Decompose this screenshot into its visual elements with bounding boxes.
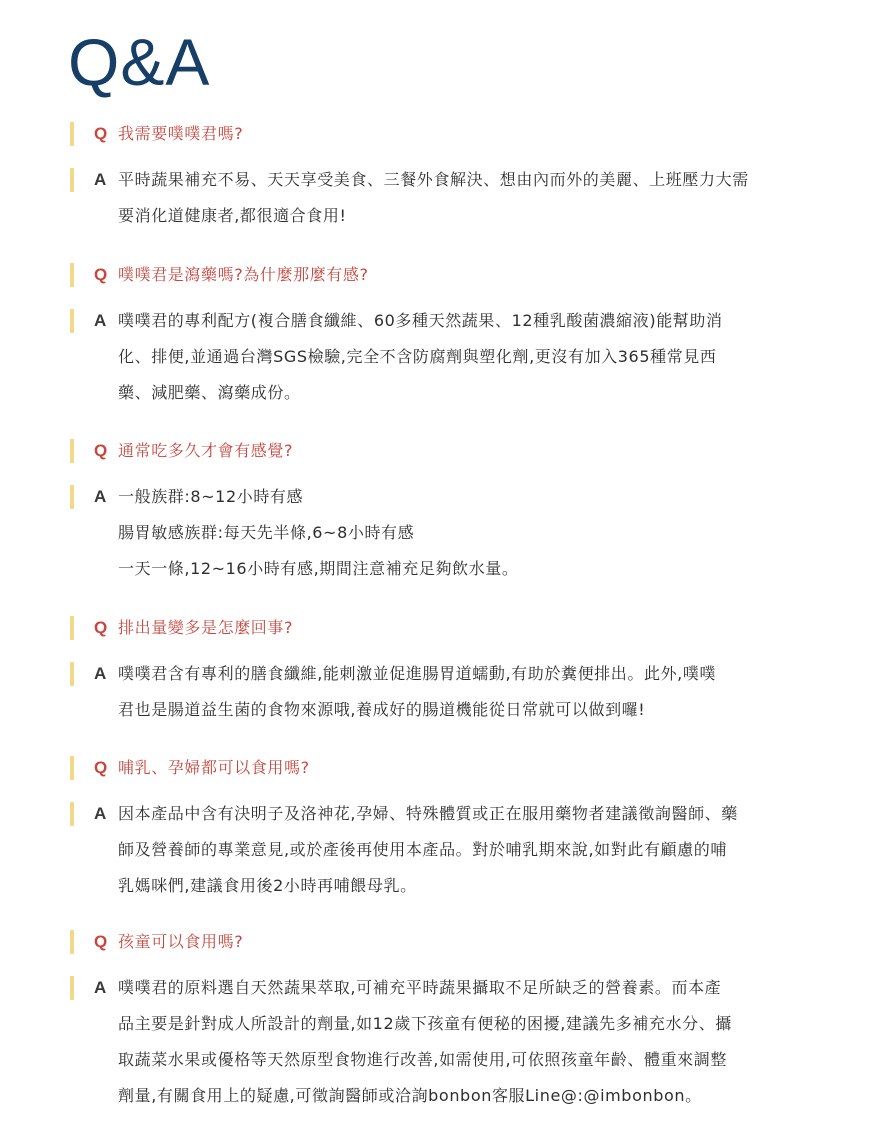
q-label: Q	[94, 441, 108, 460]
accent-bar	[70, 662, 74, 686]
answer-line: 要消化道健康者,都很適合食用!	[118, 206, 347, 225]
answer-row	[70, 479, 820, 587]
answer-line: 取蔬菜水果或優格等天然原型食物進行改善,如需使用,可依照孩童年齡、體重來調整	[118, 1050, 727, 1069]
question-text: 排出量變多是怎麼回事?	[118, 618, 294, 637]
accent-bar	[70, 168, 74, 192]
answer-line: 品主要是針對成人所設計的劑量,如12歲下孩童有便秘的困擾,建議先多補充水分、攝	[118, 1014, 732, 1033]
answer-row	[70, 796, 820, 904]
accent-bar	[70, 439, 74, 463]
q-label: Q	[94, 932, 108, 951]
question-row	[70, 754, 820, 782]
answer-row	[70, 162, 820, 234]
a-label: A	[94, 978, 107, 997]
question-row	[70, 437, 820, 465]
answer-line: 腸胃敏感族群:每天先半條,6~8小時有感	[118, 523, 415, 542]
question-row	[70, 928, 820, 956]
question-text: 我需要噗噗君嗎?	[118, 124, 244, 143]
answer-line: 噗噗君的原料選自天然蔬果萃取,可補充平時蔬果攝取不足所缺乏的營養素。而本產	[118, 978, 722, 997]
question-row	[70, 120, 820, 148]
qa-item	[70, 928, 820, 1114]
answer-row	[70, 970, 820, 1114]
q-label: Q	[94, 618, 108, 637]
qa-item	[70, 120, 820, 234]
q-label: Q	[94, 124, 108, 143]
q-label: Q	[94, 265, 108, 284]
a-label: A	[94, 170, 107, 189]
answer-line: 噗噗君的專利配方(複合膳食纖維、60多種天然蔬果、12種乳酸菌濃縮液)能幫助消	[118, 311, 723, 330]
question-text: 噗噗君是瀉藥嗎?為什麼那麼有感?	[118, 265, 369, 284]
accent-bar	[70, 485, 74, 509]
a-label: A	[94, 664, 107, 683]
a-label: A	[94, 311, 107, 330]
page-title: Q&A	[68, 25, 211, 99]
answer-line: 藥、減肥藥、瀉藥成份。	[118, 383, 301, 402]
answer-line: 噗噗君含有專利的膳食纖維,能刺激並促進腸胃道蠕動,有助於糞便排出。此外,噗噗	[118, 664, 717, 683]
answer-line: 因本產品中含有決明子及洛神花,孕婦、特殊體質或正在服用藥物者建議徵詢醫師、藥	[118, 804, 738, 823]
answer-line: 化、排便,並通過台灣SGS檢驗,完全不含防腐劑與塑化劑,更沒有加入365種常見西	[118, 347, 717, 366]
accent-bar	[70, 802, 74, 826]
qa-item	[70, 754, 820, 904]
q-label: Q	[94, 758, 108, 777]
question-row	[70, 614, 820, 642]
answer-line: 平時蔬果補充不易、天天享受美食、三餐外食解決、想由內而外的美麗、上班壓力大需	[118, 170, 749, 189]
answer-line: 一般族群:8~12小時有感	[118, 487, 304, 506]
accent-bar	[70, 930, 74, 954]
qa-item	[70, 261, 820, 411]
accent-bar	[70, 309, 74, 333]
answer-line: 劑量,有關食用上的疑慮,可徵詢醫師或洽詢bonbon客服Line@:@imbonbon。	[118, 1086, 702, 1105]
answer-row	[70, 303, 820, 411]
accent-bar	[70, 976, 74, 1000]
answer-line: 一天一條,12~16小時有感,期間注意補充足夠飲水量。	[118, 559, 519, 578]
accent-bar	[70, 756, 74, 780]
answer-line: 師及營養師的專業意見,或於產後再使用本產品。對於哺乳期來說,如對此有顧慮的哺	[118, 840, 727, 859]
accent-bar	[70, 616, 74, 640]
question-text: 哺乳、孕婦都可以食用嗎?	[118, 758, 310, 777]
a-label: A	[94, 804, 107, 823]
qa-item	[70, 614, 820, 728]
answer-row	[70, 656, 820, 728]
a-label: A	[94, 487, 107, 506]
question-row	[70, 261, 820, 289]
qa-item	[70, 437, 820, 587]
answer-line: 君也是腸道益生菌的食物來源哦,養成好的腸道機能從日常就可以做到囉!	[118, 700, 646, 719]
accent-bar	[70, 263, 74, 287]
question-text: 孩童可以食用嗎?	[118, 932, 244, 951]
question-text: 通常吃多久才會有感覺?	[118, 441, 294, 460]
accent-bar	[70, 122, 74, 146]
answer-line: 乳媽咪們,建議食用後2小時再哺餵母乳。	[118, 876, 417, 895]
